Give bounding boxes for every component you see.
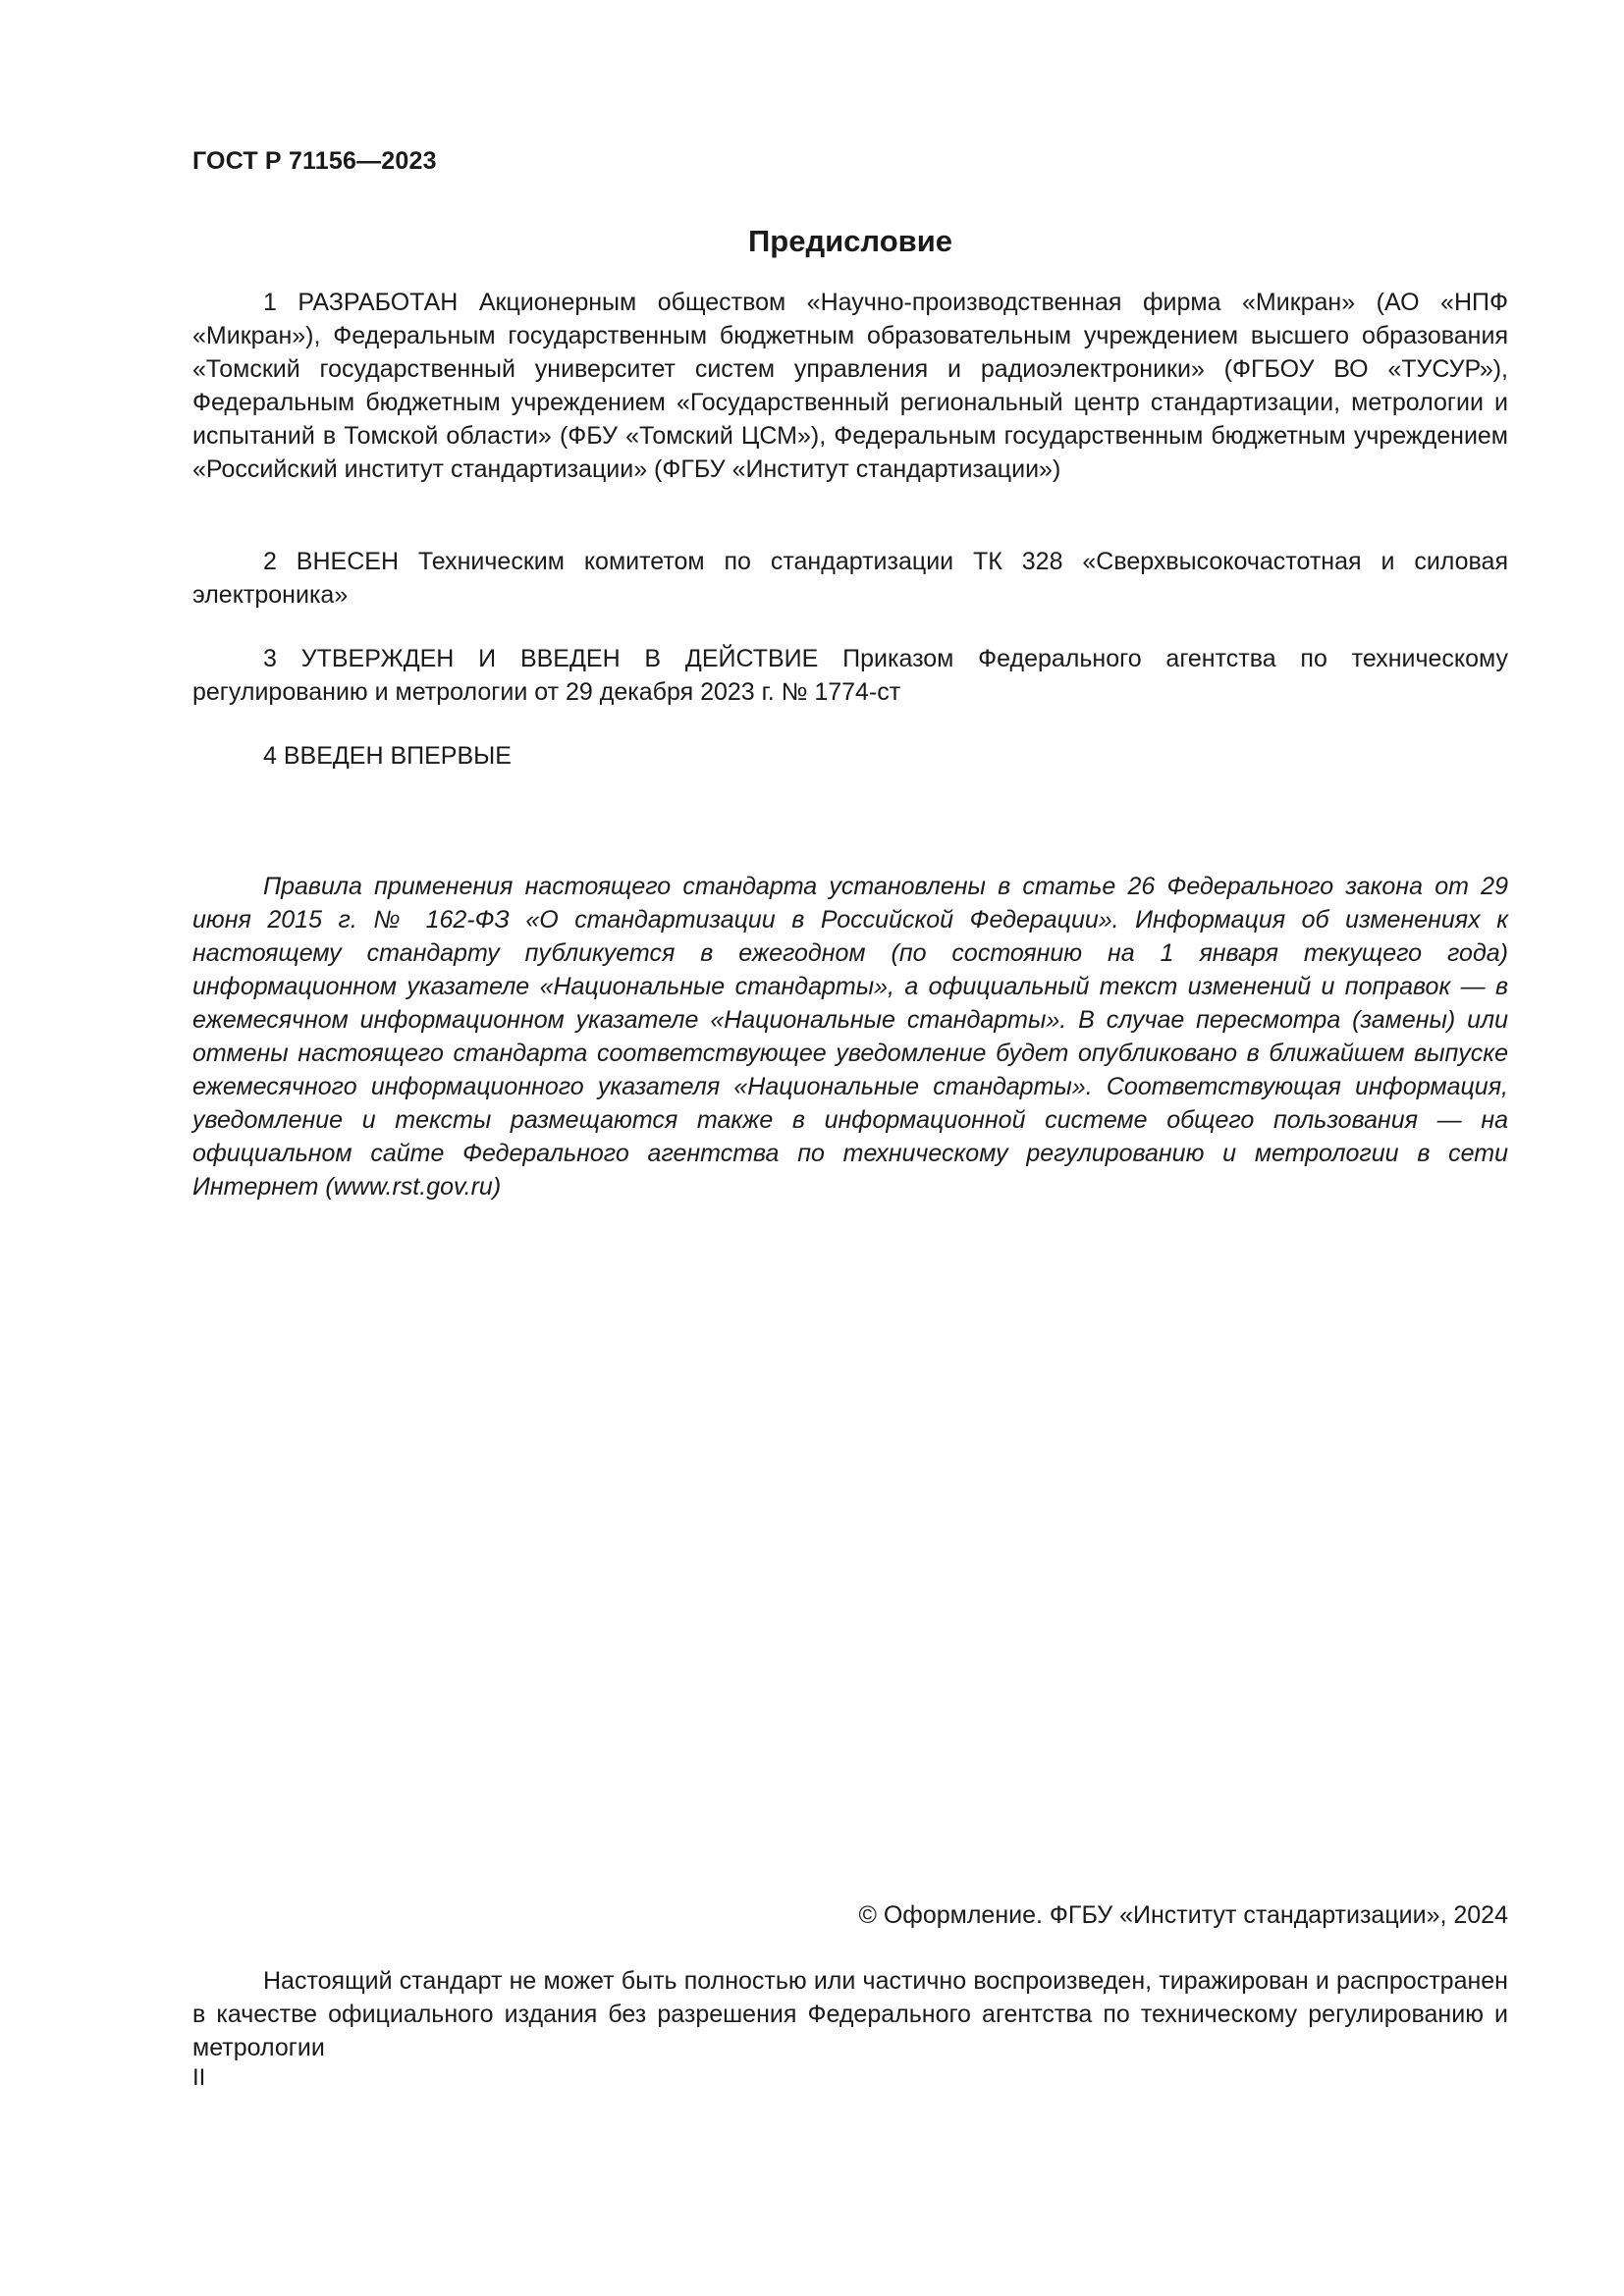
page-title: Предисловие (747, 224, 952, 258)
copyright-line: © Оформление. ФГБУ «Институт стандартизации», 2024 (858, 1901, 1508, 1929)
page-number: II (192, 2064, 206, 2091)
standard-code: ГОСТ Р 71156—2023 (192, 147, 437, 175)
foreword-item-introduced: 2 ВНЕСЕН Техническим комитетом по стандартизации ТК 328 «Сверхвысокочастотная и силовая электроника» (192, 548, 1508, 609)
application-rules-notice: Правила применения настоящего стандарта установлены в статье 26 Федерального закона от 29 июня 2015 г. № 162-ФЗ «О стандартизации в Российской Федерации». Информация об изменениях к настоящему стандарту публикуется в ежегодном (по состоянию на 1 января текущего года) информационном указателе «Национальные стандарты», а официальный текст изменений и поправок — в ежемесячном информационном указателе «Национальные стандарты». В случае пересмотра (замены) или отмены настоящего стандарта соответствующее уведомление будет опубликовано в ближайшем выпуске ежемесячного информационного указателя «Национальные стандарты». Соответствующая информация, уведомление и тексты размещаются также в информационной системе общего пользования — на официальном сайте Федерального агентства по техническому регулированию и метрологии в сети Интернет (www.rst.gov.ru) (192, 873, 1508, 1201)
reproduction-rights-notice: Настоящий стандарт не может быть полностью или частично воспроизведен, тиражирован и распространен в качестве официального издания без разрешения Федерального агентства по техническому регулированию и метрологии (192, 1967, 1508, 2061)
foreword-item-first-introduced: 4 ВВЕДЕН ВПЕРВЫЕ (263, 742, 512, 770)
foreword-item-developed: 1 РАЗРАБОТАН Акционерным обществом «Научно-производственная фирма «Микран» (АО «НПФ «Микран»), Федеральным государственным бюджетным образовательным учреждением высшего образования «Томский государственный университет систем управления и радиоэлектроники» (ФГБОУ ВО «ТУСУР»), Федеральным бюджетным учреждением «Государственный региональный центр стандартизации, метрологии и испытаний в Томской области» (ФБУ «Томский ЦСМ»), Федеральным государственным бюджетным учреждением «Российский институт стандартизации» (ФГБУ «Институт стандартизации») (192, 289, 1508, 483)
foreword-item-approved: 3 УТВЕРЖДЕН И ВВЕДЕН В ДЕЙСТВИЕ Приказом Федерального агентства по техническому регулированию и метрологии от 29 декабря 2023 г. № 1774-ст (192, 645, 1508, 706)
